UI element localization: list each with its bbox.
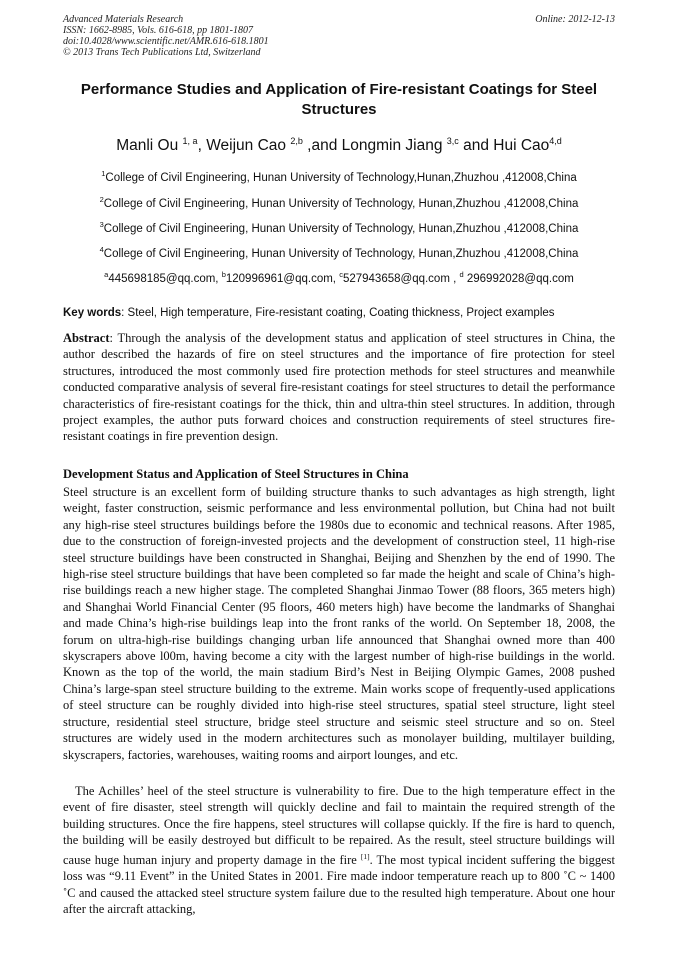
- author-list: [40, 131, 638, 156]
- abstract-text: : Through the analysis of the development status and application of steel structures in China, the author described the hazards of fire on steel structures and the importance of fire protection for steel structures, introduced the most commonly used fire protection methods for steel structures and meanwhile conducted comparative analysis of several fire-resistant coatings for steel structures to detail the performance characteristics of fire-resistant coatings for the thick, thin and ultra-thin steel structures. In addition, through project examples, the author puts forward choices and construction requirements of steel structures fire-resistant coatings in fire prevention design.: [63, 331, 615, 444]
- author-1: Manli Ou: [116, 137, 179, 155]
- abstract: [63, 330, 615, 445]
- affiliation-text: College of Civil Engineering, Hunan University of Technology, Hunan,Zhuzhou ,412008,China: [103, 222, 579, 235]
- author-3-marker: 3,c: [446, 136, 459, 146]
- body-paragraph-1: Steel structure is an excellent form of building structure thanks to such advantages as high strength, light weight, faster construction, seismic performance and less environmental pollution, but China had not built any high-rise steel structures buildings before the 1980s due to economic and technical reasons. After 1985, due to the construction of foreign-invested projects and the development of construction steel, 11 high-rise steel structure buildings have been constructed in Shanghai, Beijing and Shenzhen by the end of 1990. The high-rise steel structure buildings that have been completed so far made the height and scale of China’s high-rise buildings reach a new higher stage. The completed Shanghai Jinmao Tower (88 floors, 365 meters high) and Shanghai World Financial Center (95 floors, 460 meters high) have become the landmarks of Shanghai and made China’s high-rise buildings leap into the front ranks of the world. On September 18, 2008, the forum on ultra-high-rise buildings changing urban life announced that Shanghai owned more than 400 skyscrapers above l00m, having become a city with the largest number of high-rise buildings in the world. Known as the top of the world, the main stadium Bird’s Nest in Beijing Olympic Games, 2008 pushed China’s large-span steel structure building to the extreme. Main works scope of frequently-used applications of steel structure can be roughly divided into high-rise steel structures, spatial steel structure, light steel structure, residential steel structure, bridge steel structure and seismic steel structure and so on. Steel structures are widely used in the modern architectures such as monolayer building, multilayer building, skyscrapers, factories, warehouses, waiting rooms and airport lounges, and etc.: [63, 485, 615, 762]
- body-paragraph-2: [63, 783, 615, 917]
- author-2-marker: 2,b: [290, 136, 303, 146]
- email-marker: d: [459, 270, 464, 279]
- email-b: 120996961@qq.com,: [225, 272, 340, 285]
- paper-title: [50, 80, 628, 120]
- email-marker: c: [339, 270, 343, 279]
- journal-name: Advanced Materials Research: [63, 14, 184, 25]
- author-4: Hui Cao: [493, 137, 550, 155]
- author-4-marker: 4,d: [549, 136, 562, 146]
- title-line-1: Performance Studies and Application of Fire-resistant Coatings for Steel: [80, 81, 598, 98]
- affiliation-number: 3: [99, 220, 104, 229]
- email-c: 527943658@qq.com ,: [342, 272, 460, 285]
- keywords-label: Key words: [63, 307, 122, 319]
- section-heading: Development Status and Application of Steel Structures in China: [63, 467, 409, 481]
- affiliation-number: 1: [101, 169, 106, 178]
- author-separator: ,: [197, 137, 207, 155]
- abstract-label: Abstract: [63, 331, 110, 345]
- keywords-text: : Steel, High temperature, Fire-resistant coating, Coating thickness, Project examples: [121, 307, 555, 319]
- online-date: Online: 2012-12-13: [535, 14, 615, 25]
- affiliation-text: College of Civil Engineering, Hunan University of Technology, Hunan,Zhuzhou ,412008,China: [103, 247, 579, 260]
- affiliation-2: [30, 193, 648, 211]
- affiliation-4: [30, 243, 648, 261]
- affiliation-3: [30, 218, 648, 236]
- email-marker: a: [104, 270, 109, 279]
- citation-ref: [1]: [360, 851, 370, 861]
- title-line-2: Structures: [301, 101, 377, 118]
- email-a: 445698185@qq.com,: [108, 272, 222, 285]
- affiliation-number: 2: [99, 195, 104, 204]
- affiliation-number: 4: [99, 245, 104, 254]
- affiliation-text: College of Civil Engineering, Hunan University of Technology, Hunan,Zhuzhou ,412008,China: [103, 197, 579, 210]
- author-separator: ,and: [302, 137, 342, 155]
- email-line: [30, 268, 648, 286]
- email-marker: b: [221, 270, 226, 279]
- author-3: Longmin Jiang: [341, 137, 443, 155]
- author-separator: and: [458, 137, 494, 155]
- keywords: [63, 306, 623, 320]
- paragraph-2-text-a: The Achilles’ heel of the steel structure is vulnerability to fire. Due to the high temperature effect in the event of fire disaster, steel strength will quickly decline and fail to maintain the required strength of the building structures. Once the fire happens, steel structures will collapse quickly. If the fire is hard to quench, the building will be easily destroyed but difficult to be repaired. As the result, steel structure buildings will cause huge human injury and property damage in the fire: [63, 784, 615, 867]
- email-d: 296992028@qq.com: [463, 272, 574, 285]
- issn-line: ISSN: 1662-8985, Vols. 616-618, pp 1801-1807: [63, 25, 253, 36]
- author-1-marker: 1, a: [182, 136, 198, 146]
- affiliation-1: [30, 167, 648, 185]
- paragraph-2-text-b: . The most typical incident suffering the biggest loss was “9.11 Event” in the United States in 2001. Fire made indoor temperature reach up to 800 ˚C ~ 1400 ˚C and caused the attacked steel structure system failure due to the resulted high temperature. About one hour after the aircraft attacking,: [63, 852, 615, 916]
- author-2: Weijun Cao: [206, 137, 287, 155]
- copyright-line: © 2013 Trans Tech Publications Ltd, Switzerland: [63, 47, 261, 58]
- journal-header: [63, 14, 615, 58]
- affiliation-text: College of Civil Engineering, Hunan University of Technology,Hunan,Zhuzhou ,412008,China: [105, 171, 577, 184]
- doi-line: doi:10.4028/www.scientific.net/AMR.616-618.1801: [63, 36, 269, 47]
